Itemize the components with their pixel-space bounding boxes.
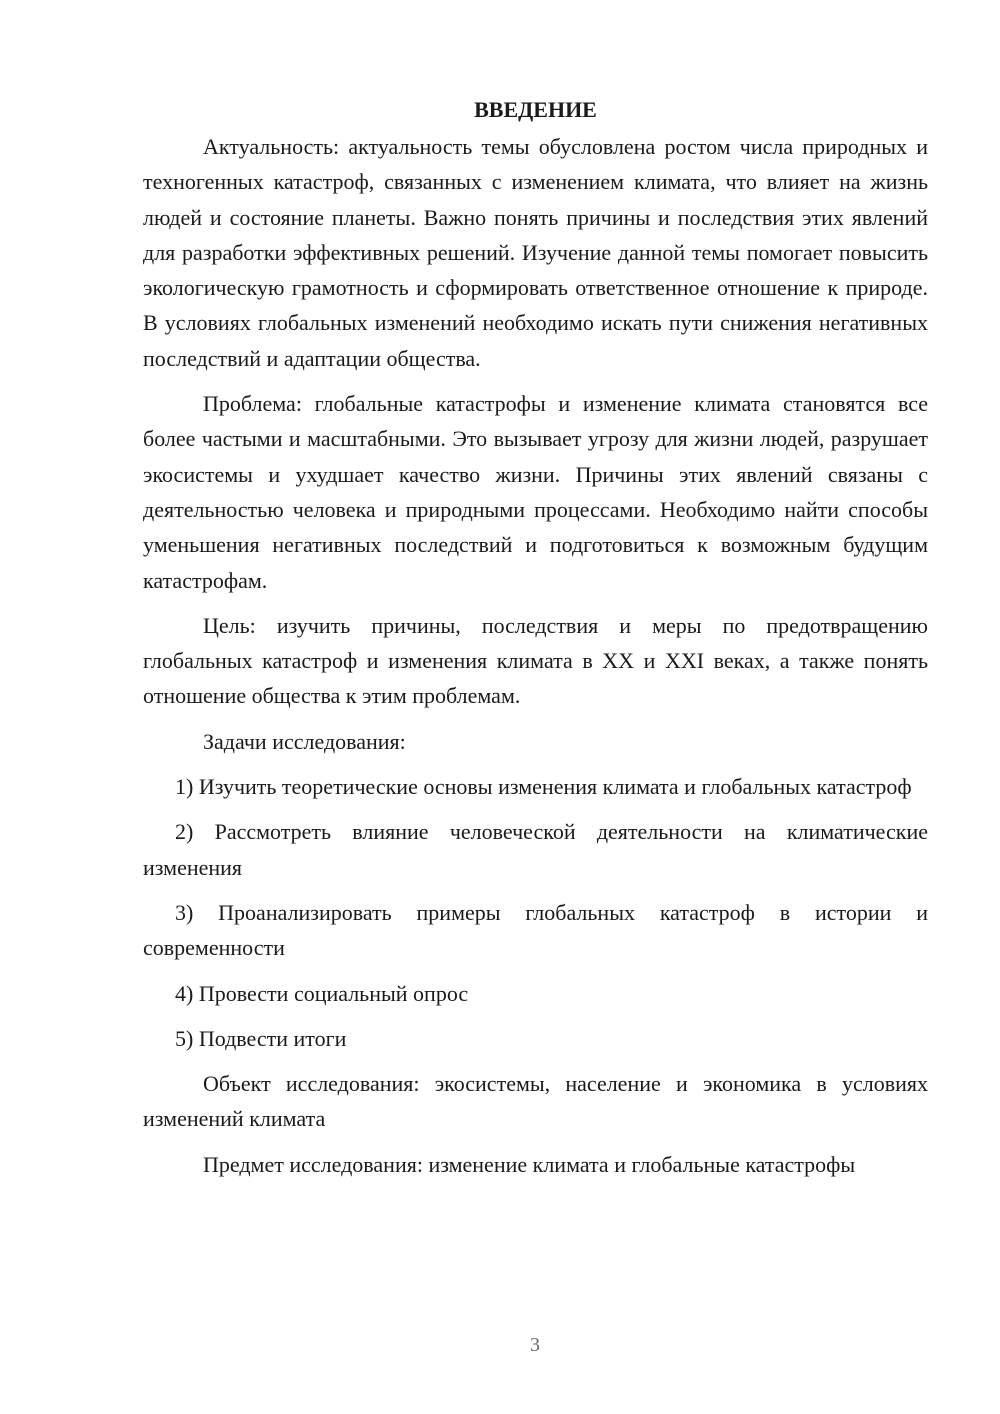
paragraph-research-subject: Предмет исследования: изменение климата и глобальные катастрофы <box>203 1151 856 1177</box>
paragraph-problem: Проблема: глобальные катастрофы и изменение климата становятся все более частыми и масштабными. Это вызывает угрозу для жизни людей, разрушает экосистемы и ухудшает качество жизни. Причины этих явлений связаны с деятельностью человека и природными процессами. Необходимо найти способы уменьшения негативных последствий и подготовиться к возможным будущим катастрофам. <box>143 391 928 593</box>
task-item: 3) Проанализировать примеры глобальных катастроф в истории и современности <box>143 899 928 961</box>
page-number: 3 <box>530 1334 540 1356</box>
task-item: 2) Рассмотреть влияние человеческой деятельности на климатические изменения <box>143 819 928 880</box>
document-page <box>143 92 928 1192</box>
task-item: 4) Провести социальный опрос <box>175 980 469 1006</box>
document-title: ВВЕДЕНИЕ <box>474 97 597 122</box>
paragraph-goal: Цель: изучить причины, последствия и меры по предотвращению глобальных катастроф и изменения климата в XX и XXI веках, а также понять отношение общества к этим проблемам. <box>143 612 928 709</box>
tasks-list <box>143 769 928 1056</box>
paragraph-relevance: Актуальность: актуальность темы обусловлена ростом числа природных и техногенных катастроф, связанных с изменением климата, что влияет на жизнь людей и состояние планеты. Важно понять причины и последствия этих явлений для разработки эффективных решений. Изучение данной темы помогает повысить экологическую грамотность и сформировать ответственное отношение к природе. В условиях глобальных изменений необходимо искать пути снижения негативных последствий и адаптации общества. <box>143 134 928 371</box>
task-item: 1) Изучить теоретические основы изменения климата и глобальных катастроф <box>175 774 912 800</box>
paragraph-research-object: Объект исследования: экосистемы, население и экономика в условиях изменений климата <box>143 1071 928 1132</box>
task-item: 5) Подвести итоги <box>175 1025 347 1051</box>
tasks-heading: Задачи исследования: <box>203 728 406 754</box>
